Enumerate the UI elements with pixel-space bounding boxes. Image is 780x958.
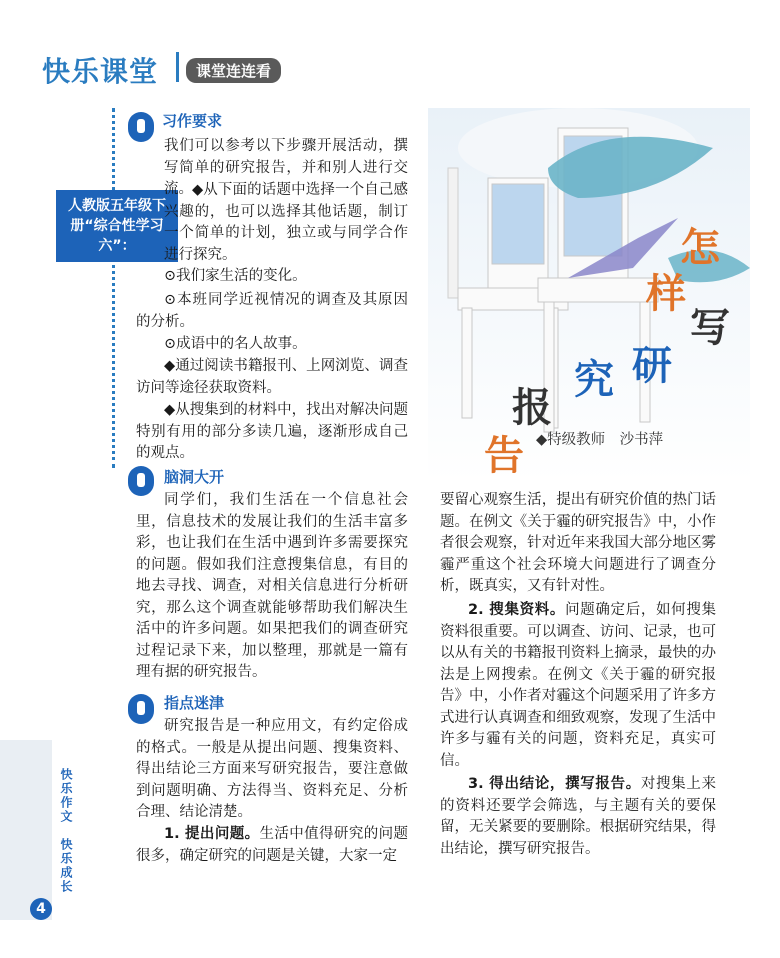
section-title-guidance: 指点迷津 <box>164 694 225 712</box>
title-char: 写 <box>690 305 730 351</box>
step-text: 对搜集上来的资料还要学会筛选，与主题有关的要保留，无关紧要的要删除。根据研究结果，得出结论，撰写研究报告。 <box>440 776 716 857</box>
requirement-line: ◆从下面的话题中选择一个自己感兴趣的，也可以选择其他话题，制订一个简单的计划，独立或与同学合作进行探究。 <box>164 182 408 263</box>
dotted-divider <box>112 108 115 468</box>
column-name: 课堂连连看 <box>186 58 281 83</box>
guidance-paragraph: 研究报告是一种应用文，有约定俗成的格式。一般是从提出问题、搜集资料、得出结论三方面来写研究报告，要注意做到问题明确、方法得当、资料充足、分析合理、结论清楚。 <box>136 718 408 820</box>
right-paragraph: 要留心观察生活，提出有研究价值的热门话题。在例文《关于霾的研究报告》中，小作者很会观察，针对近年来我国大部分地区雾霾严重这个社会环境大问题进行了调查分析，既真实，又有针对性。 <box>440 492 716 594</box>
requirement-line: ◆通过阅读书籍报刊、上网浏览、调查访问等途径获取资料。 <box>136 358 408 396</box>
topic-item: ⊙本班同学近视情况的调查及其原因的分析。 <box>136 292 408 330</box>
textbook-tag: 人教版五年级下册“综合性学习六”： <box>56 190 178 262</box>
title-char: 样 <box>646 271 686 317</box>
requirement-line: 我们可以参考以下步骤开展活动，撰写简单的研究报告，并和别人进行交流。 <box>164 138 408 197</box>
topic-item: ⊙成语中的名人故事。 <box>164 336 307 352</box>
title-char: 研 <box>632 343 672 389</box>
step-text: 问题确定后，如何搜集资料很重要。可以调查、访问、记录，也可以从有关的书籍报刊资料上摘录，最快的办法是上网搜索。在例文《关于霾的研究报告》中，小作者对霾这个问题采用了许多方式进行认真调查和细致观察，发现了生活中许多与霾有关的问题，资料充足，真实可信。 <box>440 602 716 769</box>
author-byline: ◆特级教师 沙书萍 <box>536 432 664 448</box>
step-heading: 3. 得出结论，撰写报告。 <box>468 776 641 792</box>
title-char: 告 <box>484 433 524 479</box>
title-char: 报 <box>512 385 552 431</box>
step-heading: 1. 提出问题。 <box>164 826 260 842</box>
requirement-line: ◆从搜集到的材料中，找出对解决问题特别有用的部分多读几遍，逐渐形成自己的观点。 <box>136 402 408 461</box>
section-title-requirements: 习作要求 <box>162 112 223 130</box>
hand-icon <box>128 112 154 142</box>
step-heading: 2. 搜集资料。 <box>468 602 566 618</box>
right-paragraph-2 <box>440 600 716 772</box>
step-text: 生活中值得研究的问题很多，确定研究的问题是关键，大家一定 <box>136 826 408 864</box>
side-slogan: 快乐作文 快乐成长 <box>59 768 73 894</box>
side-band <box>0 740 52 920</box>
header-divider <box>176 52 179 82</box>
guidance-paragraph-1 <box>136 824 408 867</box>
hero-illustration <box>428 108 750 482</box>
magazine-brand: 快乐课堂 <box>42 55 159 88</box>
title-char: 怎 <box>680 225 720 271</box>
brainstorm-paragraph: 同学们，我们生活在一个信息社会里，信息技术的发展让我们的生活丰富多彩，也让我们在生活中遇到许多需要探究的问题。假如我们注意搜集信息，有目的地去寻找、调查，对相关信息进行分析研究，那么这个调查就能够帮助我们解决生活中的许多问题。如果把我们的调查研究过程记录下来，加以整理，那就是一篇有理有据的研究报告。 <box>136 492 408 680</box>
topic-item: ⊙我们家生活的变化。 <box>164 268 307 284</box>
page-number: 4 <box>30 898 52 920</box>
section-title-brainstorm: 脑洞大开 <box>164 468 225 486</box>
right-paragraph-3 <box>440 774 716 860</box>
title-char: 究 <box>574 357 614 403</box>
